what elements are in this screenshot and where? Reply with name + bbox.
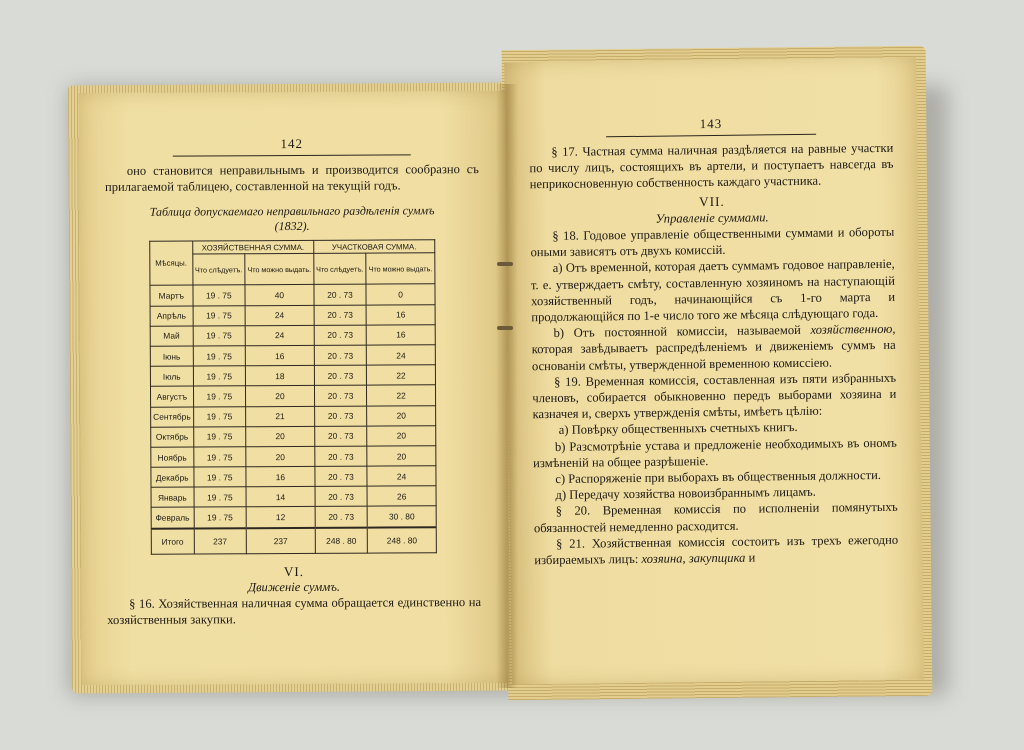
month-cell: Февраль bbox=[151, 507, 194, 528]
sub-due-header: Что слѣдуетъ. bbox=[192, 254, 245, 285]
sub-due-header: Что слѣдуетъ. bbox=[314, 254, 367, 285]
share-payable-cell: 20 bbox=[367, 446, 436, 467]
paragraph-19: § 19. Временная комиссія, составленная изъ пяти избранныхъ членовъ, собирается обыкновенно передъ выборами хозяина и казначея и, сверхъ утвержденія смѣты, имѣетъ цѣлію: bbox=[532, 370, 897, 422]
section-number: VI. bbox=[283, 563, 305, 579]
table-row bbox=[151, 446, 436, 468]
table-row bbox=[151, 425, 436, 447]
month-cell: Апрѣль bbox=[150, 306, 193, 326]
household-payable-cell: 14 bbox=[246, 487, 315, 508]
table-row bbox=[150, 284, 435, 306]
share-due-cell: 20 . 73 bbox=[314, 365, 367, 385]
share-payable-cell: 16 bbox=[366, 304, 435, 325]
month-cell: Декабрь bbox=[151, 467, 194, 487]
share-payable-cell: 26 bbox=[367, 486, 436, 507]
household-due-cell: 19 . 75 bbox=[194, 487, 247, 507]
paragraph-18a: а) Отъ временной, которая даетъ суммамъ годовое направленіе, т. е. утверждаетъ смѣту, составленную хозяиномъ на наступающій хозяйственный годъ, начинающійся съ 1-го марта и продолжающійся по 1-е число того же мѣсяца слѣдующаго года. bbox=[530, 257, 896, 325]
header-rule bbox=[606, 134, 816, 138]
household-payable-cell: 16 bbox=[245, 345, 314, 366]
paragraph-18b-end: которая завѣдываетъ распредѣленіемъ и движеніемъ суммъ на основаніи смѣты, утвержденной временною комиссіею. bbox=[531, 338, 896, 373]
total-household-due-cell: 237 bbox=[194, 528, 247, 554]
household-payable-cell: 40 bbox=[245, 285, 314, 306]
paragraph-18b-italic: хозяйственною, bbox=[810, 322, 896, 338]
share-due-cell: 20 . 73 bbox=[315, 486, 368, 506]
header-rule bbox=[173, 154, 411, 156]
month-cell: Январь bbox=[151, 487, 194, 507]
section-title: Движеніе суммъ. bbox=[248, 579, 341, 594]
share-due-cell: 20 . 73 bbox=[315, 507, 368, 528]
household-due-cell: 19 . 75 bbox=[193, 366, 246, 386]
right-page-text bbox=[529, 140, 898, 569]
share-due-cell: 20 . 73 bbox=[314, 426, 367, 446]
total-share-due-cell: 248 . 80 bbox=[315, 527, 368, 553]
group-household-header: ХОЗЯЙСТВЕННАЯ СУММА. bbox=[192, 241, 313, 255]
section-number: VII. bbox=[699, 193, 725, 209]
left-page bbox=[78, 91, 509, 685]
household-payable-cell: 18 bbox=[245, 366, 314, 387]
share-due-cell: 20 . 73 bbox=[314, 385, 367, 405]
month-cell: Октябрь bbox=[151, 427, 194, 447]
paragraph-20: § 20. Временная комиссія по исполненіи помянутыхъ обязанностей немедленно расходится. bbox=[533, 500, 898, 535]
share-due-cell: 20 . 73 bbox=[314, 406, 367, 426]
binding-stitch bbox=[497, 262, 513, 266]
distribution-table bbox=[149, 240, 437, 555]
month-cell: Ноябрь bbox=[151, 447, 194, 467]
share-payable-cell: 20 bbox=[367, 405, 436, 426]
household-due-cell: 19 . 75 bbox=[194, 507, 247, 528]
household-payable-cell: 20 bbox=[246, 446, 315, 467]
sub-payable-header: Что можно выдать. bbox=[245, 254, 314, 285]
household-due-cell: 19 . 75 bbox=[193, 406, 246, 426]
table-row bbox=[151, 486, 436, 508]
share-due-cell: 20 . 73 bbox=[314, 345, 367, 365]
household-payable-cell: 20 bbox=[246, 386, 315, 407]
group-share-header: УЧАСТКОВАЯ СУММА. bbox=[313, 240, 434, 254]
intro-text: оно становится неправильнымъ и производится сообразно съ прилагаемой таблицею, составленной на текущій годъ. bbox=[104, 162, 479, 195]
paragraph-21-start: § 21. Хозяйственная комиссія состоитъ изъ трехъ ежегодно избираемыхъ лицъ: bbox=[534, 532, 899, 568]
paragraph-16 bbox=[107, 594, 481, 628]
share-payable-cell: 22 bbox=[367, 385, 436, 406]
paragraph-19c: с) Распоряженіе при выборахъ въ общественныя должности. bbox=[555, 468, 882, 487]
table-row bbox=[151, 466, 436, 488]
paragraph-21-end: и bbox=[745, 550, 756, 565]
paragraph-18b bbox=[531, 321, 896, 374]
paragraph-21-sep: , bbox=[682, 551, 689, 566]
table-body bbox=[150, 284, 436, 554]
table-row bbox=[150, 385, 435, 407]
intro-paragraph bbox=[105, 161, 479, 195]
table-caption-line1: Таблица допускаемаго неправильнаго раздѣленія суммъ bbox=[149, 203, 435, 220]
share-due-cell: 20 . 73 bbox=[314, 305, 367, 325]
month-cell: Августъ bbox=[150, 386, 193, 406]
share-payable-cell: 24 bbox=[367, 345, 436, 366]
household-payable-cell: 16 bbox=[246, 466, 315, 487]
share-payable-cell: 22 bbox=[367, 365, 436, 386]
paragraph-18b-start: b) Отъ постоянной комиссіи, называемой bbox=[553, 323, 811, 341]
paragraph-16-text: § 16. Хозяйственная наличная сумма обращается единственно на хозяйственныя закупки. bbox=[107, 594, 482, 627]
paragraph-18: § 18. Годовое управленіе общественными суммами и обороты оными зависятъ отъ двухъ комиссій. bbox=[530, 224, 895, 260]
table-caption bbox=[105, 203, 479, 235]
total-label-cell: Итого bbox=[151, 528, 194, 554]
household-due-cell: 19 . 75 bbox=[193, 305, 246, 325]
table-row bbox=[150, 304, 435, 326]
share-payable-cell: 24 bbox=[367, 466, 436, 487]
paragraph-21-italic-2: закупщика bbox=[688, 550, 746, 566]
household-payable-cell: 24 bbox=[245, 325, 314, 346]
paragraph-17: § 17. Частная сумма наличная раздѣляется на равные участки по числу лицъ, состоящихъ въ артели, и поступаетъ навсегда въ неприкосновенную собственность каждаго участника. bbox=[529, 140, 894, 192]
household-due-cell: 19 . 75 bbox=[193, 386, 246, 406]
month-cell: Іюнь bbox=[150, 346, 193, 366]
month-cell: Мартъ bbox=[150, 285, 193, 305]
household-due-cell: 19 . 75 bbox=[193, 447, 246, 467]
table-row bbox=[150, 345, 435, 367]
table-total-row bbox=[151, 527, 436, 554]
month-cell: Іюль bbox=[150, 366, 193, 386]
household-payable-cell: 20 bbox=[246, 426, 315, 447]
share-payable-cell: 30 . 80 bbox=[367, 506, 436, 527]
month-cell: Сентябрь bbox=[151, 407, 194, 427]
share-payable-cell: 16 bbox=[366, 325, 435, 346]
paragraph-19b: b) Разсмотрѣніе устава и предложеніе необходимыхъ въ ономъ измѣненій на общее разрѣшеніе. bbox=[533, 435, 897, 471]
household-due-cell: 19 . 75 bbox=[193, 285, 246, 305]
share-due-cell: 20 . 73 bbox=[315, 446, 368, 466]
household-due-cell: 19 . 75 bbox=[193, 467, 246, 487]
col-month-header: Мѣсяцы. bbox=[150, 241, 193, 285]
share-due-cell: 20 . 73 bbox=[314, 285, 367, 305]
total-share-payable-cell: 248 . 80 bbox=[367, 527, 436, 553]
household-due-cell: 19 . 75 bbox=[193, 346, 246, 366]
table-row bbox=[151, 405, 436, 427]
paragraph-19d: д) Передачу хозяйства новоизбраннымъ лицамъ. bbox=[555, 485, 816, 503]
table-row bbox=[150, 365, 435, 387]
share-due-cell: 20 . 73 bbox=[314, 325, 367, 345]
book-gutter bbox=[496, 84, 518, 688]
right-page bbox=[504, 58, 924, 685]
share-payable-cell: 20 bbox=[367, 425, 436, 446]
binding-stitch bbox=[497, 326, 513, 330]
share-payable-cell: 0 bbox=[366, 284, 435, 305]
month-cell: Май bbox=[150, 326, 193, 346]
section-title: Управленіе суммами. bbox=[655, 210, 769, 226]
page-number: 142 bbox=[280, 135, 304, 152]
household-due-cell: 19 . 75 bbox=[193, 326, 246, 346]
table-row bbox=[150, 325, 435, 347]
paragraph-21-italic-1: хозяина bbox=[641, 551, 683, 566]
sub-payable-header: Что можно выдать. bbox=[366, 253, 435, 284]
total-household-payable-cell: 237 bbox=[246, 528, 315, 554]
household-payable-cell: 24 bbox=[245, 305, 314, 326]
household-payable-cell: 12 bbox=[246, 507, 315, 528]
table-row bbox=[151, 506, 436, 528]
household-due-cell: 19 . 75 bbox=[193, 426, 246, 446]
page-number: 143 bbox=[699, 115, 723, 132]
table-caption-line2: (1832). bbox=[274, 219, 310, 234]
paragraph-19a: а) Повѣрку общественныхъ счетныхъ книгъ. bbox=[558, 420, 798, 438]
household-payable-cell: 21 bbox=[246, 406, 315, 427]
paragraph-21 bbox=[534, 532, 898, 569]
share-due-cell: 20 . 73 bbox=[315, 466, 368, 486]
